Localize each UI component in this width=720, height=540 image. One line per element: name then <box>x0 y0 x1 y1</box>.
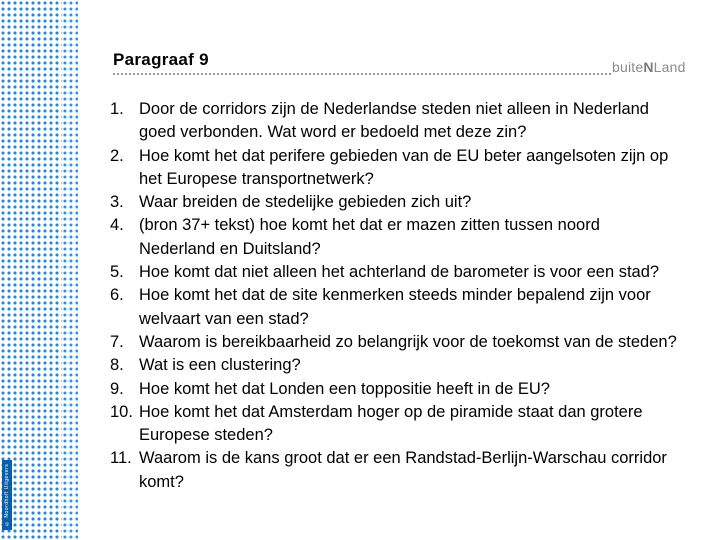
question-item <box>110 447 680 494</box>
brand-logo-bold: N <box>643 59 654 75</box>
question-text: Hoe komt het dat de site kenmerken steeds minder bepalend zijn voor welvaart van een stad? <box>139 286 651 328</box>
question-text: Hoe komt het dat Amsterdam hoger op de piramide staat dan grotere Europese steden? <box>139 402 643 445</box>
question-number: 7. <box>110 332 124 351</box>
question-text: Wat is een clustering? <box>139 356 301 375</box>
question-item <box>110 354 680 377</box>
brand-logo-prefix: buite <box>612 59 644 75</box>
question-text: Waarom is bereikbaarheid zo belangrijk voor de toekomst van de steden? <box>139 332 677 351</box>
question-item <box>110 284 680 331</box>
question-item <box>110 401 680 448</box>
question-number: 5. <box>110 263 124 282</box>
question-item <box>110 214 680 261</box>
question-item <box>110 261 680 284</box>
question-number: 3. <box>110 193 124 212</box>
decorative-dot-strip <box>0 0 78 540</box>
question-item <box>110 191 680 214</box>
question-text: Hoe komt het dat perifere gebieden van de EU beter aangelsoten zijn op het Europese transportnetwerk? <box>139 146 669 188</box>
question-item <box>110 378 680 401</box>
question-number: 2. <box>110 146 124 165</box>
question-text: Door de corridors zijn de Nederlandse steden niet alleen in Nederland goed verbonden. Wat word er bedoeld met deze zin? <box>139 100 649 142</box>
brand-logo <box>612 59 686 75</box>
question-number: 11. <box>110 449 132 468</box>
question-item <box>110 98 680 145</box>
question-item <box>110 331 680 354</box>
question-number: 6. <box>110 286 124 305</box>
question-text: Hoe komt het dat Londen een toppositie heeft in de EU? <box>139 379 550 398</box>
question-list <box>110 98 680 494</box>
question-text: Waar breiden de stedelijke gebieden zich uit? <box>139 193 472 212</box>
question-number: 8. <box>110 356 124 375</box>
brand-logo-suffix: Land <box>653 59 686 75</box>
question-text: Hoe komt dat niet alleen het achterland de barometer is voor een stad? <box>139 263 660 282</box>
question-number: 10. <box>110 402 133 421</box>
question-number: 1. <box>110 100 124 118</box>
slide-title: Paragraaf 9 <box>113 50 209 69</box>
question-number: 9. <box>110 379 124 398</box>
title-divider <box>113 73 611 75</box>
question-text: (bron 37+ tekst) hoe komt het dat er mazen zitten tussen noord Nederland en Duitsland? <box>139 216 600 258</box>
side-caption: © Noordhoff Uitgevers <box>2 460 12 530</box>
question-text: Waarom is de kans groot dat er een Randstad-Berlijn-Warschau corridor komt? <box>139 449 667 491</box>
question-item <box>110 145 680 192</box>
question-number: 4. <box>110 216 124 235</box>
